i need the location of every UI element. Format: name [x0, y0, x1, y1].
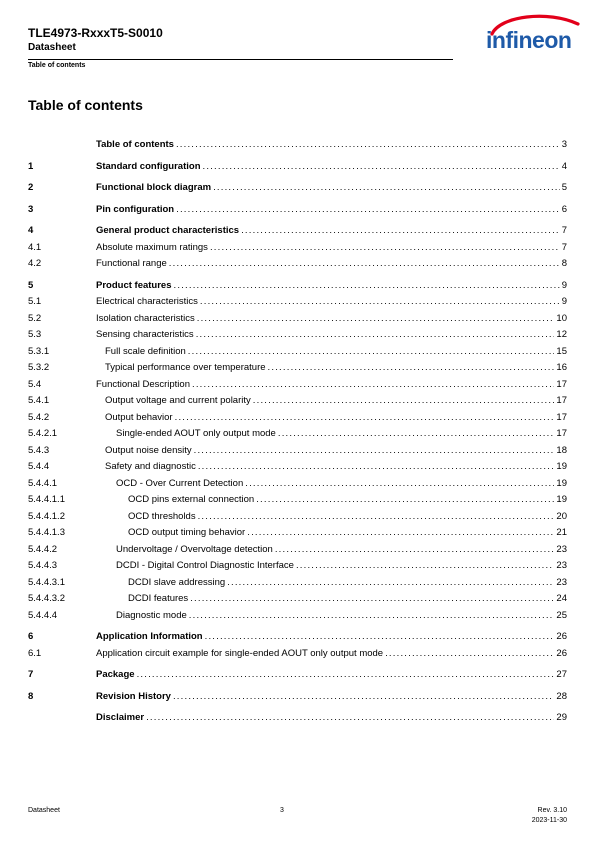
toc-page-number[interactable]: 7: [561, 225, 567, 236]
toc-section-number: 4.2: [28, 258, 42, 269]
toc-row[interactable]: [28, 203, 567, 217]
toc-section-number: 5.4: [28, 379, 42, 390]
toc-section-number: 7: [28, 669, 34, 680]
toc-section-number: 5.4.4.1.2: [28, 511, 65, 522]
toc-leader-dots: [245, 477, 554, 491]
toc-entry-title[interactable]: DCDI features: [128, 593, 189, 604]
toc-row[interactable]: [28, 668, 567, 682]
toc-page-number[interactable]: 17: [556, 428, 567, 439]
toc-entry-title[interactable]: Disclaimer: [96, 712, 145, 723]
toc-page-number[interactable]: 9: [561, 296, 567, 307]
toc-row[interactable]: [28, 543, 567, 557]
toc-page-number[interactable]: 7: [561, 242, 567, 253]
toc-row[interactable]: [28, 477, 567, 491]
toc-section-number: 3: [28, 204, 34, 215]
toc-leader-dots: [169, 257, 560, 271]
toc-page-number[interactable]: 28: [556, 691, 567, 702]
toc-page-number[interactable]: 24: [556, 593, 567, 604]
toc-section-number: 5.2: [28, 313, 42, 324]
toc-row[interactable]: [28, 493, 567, 507]
toc-row[interactable]: [28, 526, 567, 540]
toc-section-number: 1: [28, 161, 34, 172]
toc-page-number[interactable]: 17: [556, 395, 567, 406]
toc-entry-title[interactable]: General product characteristics: [96, 225, 240, 236]
toc-entry-title[interactable]: Diagnostic mode: [116, 610, 187, 621]
toc-section-number: 8: [28, 691, 34, 702]
toc-section-number: 5.3.1: [28, 346, 50, 357]
toc-row[interactable]: [28, 630, 567, 644]
toc-entry-title[interactable]: Revision History: [96, 691, 171, 702]
toc-entry-title[interactable]: Functional Description: [96, 379, 190, 390]
header-section-label: Table of contents: [28, 62, 86, 69]
toc-entry-title[interactable]: Pin configuration: [96, 204, 175, 215]
toc-entry-title[interactable]: OCD pins external connection: [128, 494, 255, 505]
toc-section-number: 4.1: [28, 242, 42, 253]
toc-row[interactable]: [28, 241, 567, 255]
toc-leader-dots: [385, 647, 554, 661]
toc-entry-title[interactable]: Output behavior: [105, 412, 173, 423]
document-type: Datasheet: [28, 42, 76, 53]
toc-leader-dots: [278, 427, 555, 441]
toc-entry-title[interactable]: Isolation characteristics: [96, 313, 195, 324]
toc-entry-title[interactable]: DCDI slave addressing: [128, 577, 226, 588]
toc-section-number: 5.4.2: [28, 412, 50, 423]
toc-leader-dots: [198, 460, 555, 474]
toc-page-number[interactable]: 19: [556, 461, 567, 472]
toc-row[interactable]: [28, 138, 567, 152]
toc-row[interactable]: [28, 312, 567, 326]
toc-section-number: 5.4.3: [28, 445, 50, 456]
toc-row[interactable]: [28, 394, 567, 408]
toc-row[interactable]: [28, 711, 567, 725]
toc-leader-dots: [197, 312, 555, 326]
toc-entry-title[interactable]: Product features: [96, 280, 172, 291]
toc-section-number: 5.4.4.3.2: [28, 593, 65, 604]
toc-entry-title[interactable]: Absolute maximum ratings: [96, 242, 208, 253]
page-title: Table of contents: [28, 97, 143, 113]
toc-page-number[interactable]: 20: [556, 511, 567, 522]
toc-section-number: 5.4.4.3: [28, 560, 58, 571]
toc-leader-dots: [137, 668, 555, 682]
toc-entry-title[interactable]: Output voltage and current polarity: [105, 395, 251, 406]
toc-page-number[interactable]: 12: [556, 329, 567, 340]
toc-page-number[interactable]: 18: [556, 445, 567, 456]
toc-row[interactable]: [28, 510, 567, 524]
toc-entry-title[interactable]: Application Information: [96, 631, 203, 642]
logo-wordmark: infineon: [486, 27, 572, 53]
toc-row[interactable]: [28, 361, 567, 375]
toc-page-number[interactable]: 27: [556, 669, 567, 680]
toc-entry-title[interactable]: Full scale definition: [105, 346, 186, 357]
toc-row[interactable]: [28, 279, 567, 293]
toc-leader-dots: [210, 241, 560, 255]
toc-section-number: 5.4.2.1: [28, 428, 58, 439]
toc-page-number[interactable]: 21: [556, 527, 567, 538]
toc-section-number: 5.4.4.1: [28, 478, 58, 489]
toc-leader-dots: [213, 181, 560, 195]
toc-leader-dots: [176, 138, 560, 152]
toc-page-number[interactable]: 26: [556, 631, 567, 642]
toc-section-number: 5: [28, 280, 34, 291]
toc-section-number: 5.4.4.1.1: [28, 494, 65, 505]
toc-leader-dots: [198, 510, 555, 524]
toc-row[interactable]: [28, 345, 567, 359]
toc-leader-dots: [174, 279, 560, 293]
toc-section-number: 6: [28, 631, 34, 642]
toc-leader-dots: [188, 345, 555, 359]
toc-page-number[interactable]: 9: [561, 280, 567, 291]
toc-page-number[interactable]: 3: [561, 139, 567, 150]
toc-entry-title[interactable]: Safety and diagnostic: [105, 461, 196, 472]
toc-entry-title[interactable]: Output noise density: [105, 445, 192, 456]
toc-page-number[interactable]: 19: [556, 478, 567, 489]
toc-leader-dots: [176, 203, 560, 217]
toc-page-number[interactable]: 29: [556, 712, 567, 723]
toc-entry-title[interactable]: Typical performance over temperature: [105, 362, 266, 373]
toc-page-number[interactable]: 17: [556, 412, 567, 423]
toc-page-number[interactable]: 19: [556, 494, 567, 505]
toc-row[interactable]: [28, 378, 567, 392]
toc-section-number: 5.3: [28, 329, 42, 340]
document-title: TLE4973-RxxxT5-S0010: [28, 26, 163, 40]
toc-entry-title[interactable]: Functional range: [96, 258, 167, 269]
toc-row[interactable]: [28, 592, 567, 606]
toc-row[interactable]: [28, 295, 567, 309]
toc-page-number[interactable]: 17: [556, 379, 567, 390]
infineon-logo: [478, 12, 588, 62]
toc-row[interactable]: [28, 181, 567, 195]
toc-row[interactable]: [28, 444, 567, 458]
toc-page-number[interactable]: 25: [556, 610, 567, 621]
toc-entry-title[interactable]: Undervoltage / Overvoltage detection: [116, 544, 273, 555]
toc-leader-dots: [203, 160, 560, 174]
toc-leader-dots: [146, 711, 554, 725]
toc-leader-dots: [196, 328, 555, 342]
toc-leader-dots: [227, 576, 554, 590]
toc-leader-dots: [194, 444, 555, 458]
toc-section-number: 5.1: [28, 296, 42, 307]
toc-leader-dots: [268, 361, 555, 375]
toc-entry-title[interactable]: Standard configuration: [96, 161, 201, 172]
toc-leader-dots: [200, 295, 560, 309]
toc-leader-dots: [241, 224, 560, 238]
toc-entry-title[interactable]: Package: [96, 669, 135, 680]
toc-section-number: 4: [28, 225, 34, 236]
toc-row[interactable]: [28, 460, 567, 474]
toc-page-number[interactable]: 4: [561, 161, 567, 172]
toc-page-number[interactable]: 23: [556, 560, 567, 571]
toc-page-number[interactable]: 5: [561, 182, 567, 193]
toc-row[interactable]: [28, 427, 567, 441]
toc-leader-dots: [296, 559, 554, 573]
toc-entry-title[interactable]: OCD - Over Current Detection: [116, 478, 244, 489]
toc-entry-title[interactable]: OCD thresholds: [128, 511, 196, 522]
toc-section-number: 5.3.2: [28, 362, 50, 373]
toc-page-number[interactable]: 15: [556, 346, 567, 357]
toc-leader-dots: [247, 526, 554, 540]
toc-entry-title[interactable]: Single-ended AOUT only output mode: [116, 428, 276, 439]
toc-page-number[interactable]: 10: [556, 313, 567, 324]
toc-page-number[interactable]: 23: [556, 577, 567, 588]
toc-page-number[interactable]: 16: [556, 362, 567, 373]
toc-row[interactable]: [28, 411, 567, 425]
toc-entry-title[interactable]: DCDI - Digital Control Diagnostic Interface: [116, 560, 294, 571]
toc-row[interactable]: [28, 690, 567, 704]
toc-page-number[interactable]: 23: [556, 544, 567, 555]
toc-leader-dots: [192, 378, 554, 392]
toc-row[interactable]: [28, 576, 567, 590]
toc-page-number[interactable]: 26: [556, 648, 567, 659]
toc-section-number: 5.4.4.4: [28, 610, 58, 621]
toc-entry-title[interactable]: OCD output timing behavior: [128, 527, 246, 538]
footer-page-number: 3: [280, 807, 284, 814]
toc-row[interactable]: [28, 609, 567, 623]
footer-date: 2023-11-30: [531, 817, 567, 824]
toc-leader-dots: [256, 493, 554, 507]
toc-section-number: 5.4.4.3.1: [28, 577, 65, 588]
toc-leader-dots: [173, 690, 554, 704]
toc-page-number[interactable]: 8: [561, 258, 567, 269]
toc-row[interactable]: [28, 257, 567, 271]
toc-row[interactable]: [28, 328, 567, 342]
toc-entry-title[interactable]: Sensing characteristics: [96, 329, 194, 340]
toc-section-number: 5.4.4: [28, 461, 50, 472]
toc-section-number: 2: [28, 182, 34, 193]
toc-row[interactable]: [28, 160, 567, 174]
toc-page-number[interactable]: 6: [561, 204, 567, 215]
toc-entry-title[interactable]: Electrical characteristics: [96, 296, 198, 307]
toc-leader-dots: [190, 592, 554, 606]
toc-row[interactable]: [28, 559, 567, 573]
toc-leader-dots: [205, 630, 555, 644]
footer-doc-type: Datasheet: [28, 807, 60, 814]
toc-leader-dots: [253, 394, 555, 408]
toc-leader-dots: [175, 411, 555, 425]
toc-section-number: 5.4.4.2: [28, 544, 58, 555]
toc-section-number: 5.4.1: [28, 395, 50, 406]
toc-entry-title[interactable]: Functional block diagram: [96, 182, 212, 193]
toc-section-number: 5.4.4.1.3: [28, 527, 65, 538]
toc-leader-dots: [275, 543, 555, 557]
header-divider: [28, 59, 453, 60]
toc-row[interactable]: [28, 647, 567, 661]
toc-section-number: 6.1: [28, 648, 42, 659]
footer-revision: Rev. 3.10: [537, 807, 567, 814]
toc-entry-title[interactable]: Application circuit example for single-ended AOUT only output mode: [96, 648, 384, 659]
toc-entry-title[interactable]: Table of contents: [96, 139, 174, 150]
toc-leader-dots: [189, 609, 555, 623]
toc-row[interactable]: [28, 224, 567, 238]
